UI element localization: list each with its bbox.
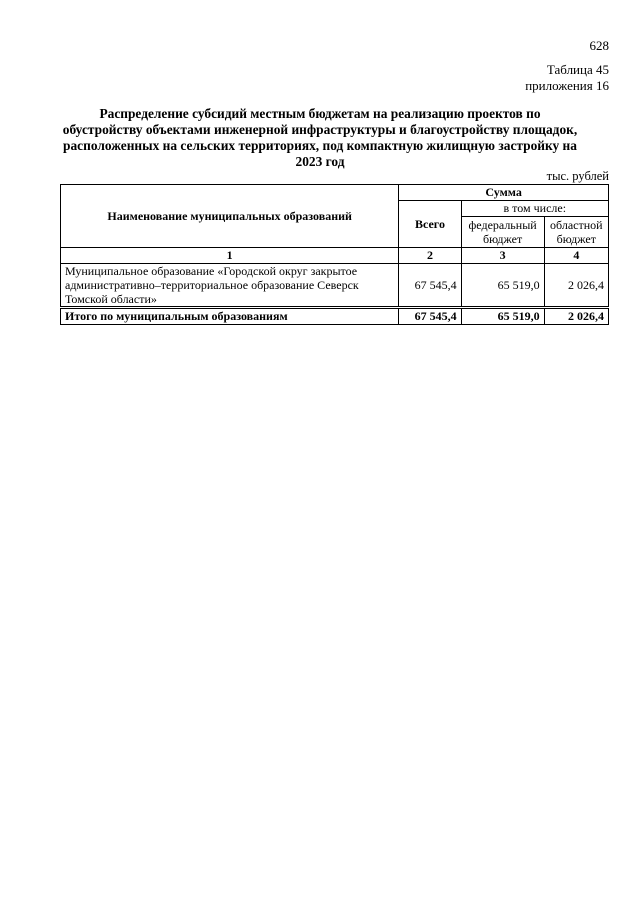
row-municipality-name: Муниципальное образование «Городской округ закрытое административно–территориальное образование Северск Томской области» <box>61 264 399 308</box>
table-ref-line2: приложения 16 <box>525 78 609 93</box>
col-number-1: 1 <box>61 248 399 264</box>
header-name: Наименование муниципальных образований <box>61 185 399 248</box>
subsidy-table <box>60 184 609 325</box>
document-title: Распределение субсидий местным бюджетам на реализацию проектов по обустройству объектами инженерной инфраструктуры и благоустройству площадок, расположенных на сельских территориях, под компактную жилищную застройку на 2023 год <box>62 106 578 169</box>
header-sum: Сумма <box>399 185 609 201</box>
table-row <box>61 264 609 308</box>
totals-label: Итого по муниципальным образованиям <box>61 308 399 325</box>
col-number-4: 4 <box>544 248 608 264</box>
header-regional: областной бюджет <box>544 217 608 248</box>
row-federal: 65 519,0 <box>461 264 544 308</box>
totals-regional: 2 026,4 <box>544 308 608 325</box>
table-ref-line1: Таблица 45 <box>546 62 609 77</box>
row-regional: 2 026,4 <box>544 264 608 308</box>
header-total: Всего <box>399 201 461 248</box>
header-federal: федеральный бюджет <box>461 217 544 248</box>
row-total: 67 545,4 <box>399 264 461 308</box>
table-reference <box>525 62 609 94</box>
header-including: в том числе: <box>461 201 608 217</box>
totals-total: 67 545,4 <box>399 308 461 325</box>
header-row-1 <box>61 185 609 201</box>
col-number-2: 2 <box>399 248 461 264</box>
units-label: тыс. рублей <box>546 169 609 183</box>
col-number-3: 3 <box>461 248 544 264</box>
column-number-row <box>61 248 609 264</box>
totals-federal: 65 519,0 <box>461 308 544 325</box>
totals-row <box>61 308 609 325</box>
page-number: 628 <box>589 38 609 53</box>
